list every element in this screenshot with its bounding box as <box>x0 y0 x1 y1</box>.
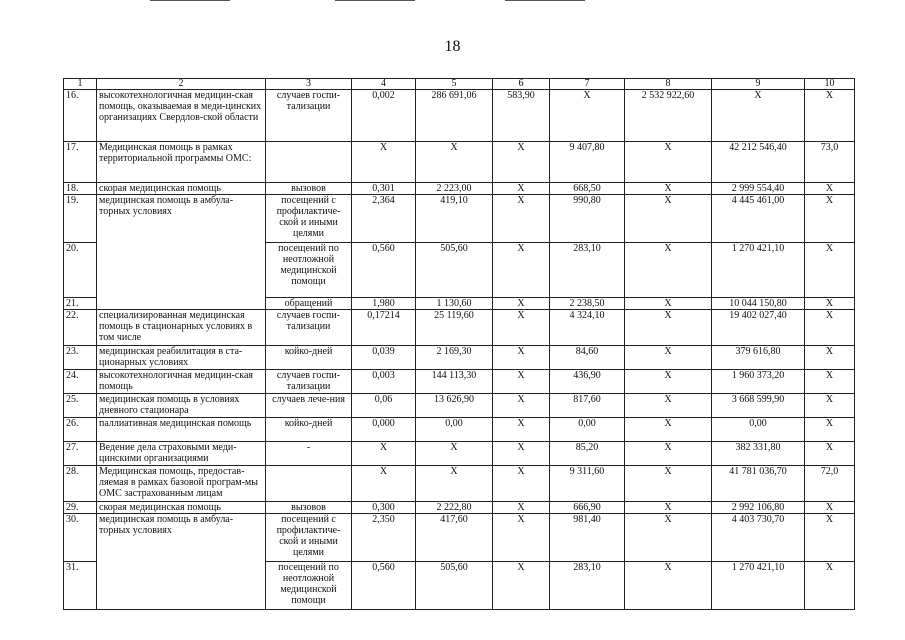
row-name: Медицинская помощь в рамках территориальной программы ОМС: <box>97 142 266 183</box>
value-cell: 85,20 <box>550 442 625 466</box>
value-cell: 668,50 <box>550 183 625 195</box>
value-cell: 4 324,10 <box>550 310 625 346</box>
value-cell: Х <box>625 514 712 562</box>
value-cell: Х <box>493 418 550 442</box>
value-cell: 666,90 <box>550 502 625 514</box>
unit-cell: вызовов <box>266 183 352 195</box>
table-row <box>64 195 855 243</box>
value-cell: Х <box>625 562 712 610</box>
value-cell: Х <box>493 298 550 310</box>
value-cell: 41 781 036,70 <box>712 466 805 502</box>
value-cell: Х <box>625 243 712 298</box>
value-cell: 379 616,80 <box>712 346 805 370</box>
value-cell: Х <box>493 562 550 610</box>
value-cell: 436,90 <box>550 370 625 394</box>
value-cell: 0,300 <box>352 502 416 514</box>
value-cell: Х <box>493 514 550 562</box>
value-cell: 42 212 546,40 <box>712 142 805 183</box>
value-cell: Х <box>625 370 712 394</box>
value-cell: Х <box>805 514 855 562</box>
table-row <box>64 90 855 142</box>
table-row <box>64 502 855 514</box>
value-cell: 1 130,60 <box>416 298 493 310</box>
value-cell: 382 331,80 <box>712 442 805 466</box>
value-cell: Х <box>805 90 855 142</box>
row-name: высокотехнологичная медицин-ская помощь, оказываемая в меди-цинских организациях Свердлов-ской области <box>97 90 266 142</box>
row-name: паллиативная медицинская помощь <box>97 418 266 442</box>
value-cell: 4 403 730,70 <box>712 514 805 562</box>
value-cell: 2 999 554,40 <box>712 183 805 195</box>
value-cell: Х <box>493 502 550 514</box>
row-number: 28. <box>64 466 97 502</box>
value-cell: Х <box>625 502 712 514</box>
value-cell: Х <box>416 466 493 502</box>
value-cell: 505,60 <box>416 243 493 298</box>
value-cell: Х <box>493 142 550 183</box>
value-cell: Х <box>805 310 855 346</box>
row-name: медицинская реабилитация в ста-ционарных условиях <box>97 346 266 370</box>
value-cell: 4 445 461,00 <box>712 195 805 243</box>
row-number: 31. <box>64 562 97 610</box>
value-cell: Х <box>805 195 855 243</box>
column-number-header: 5 <box>416 79 493 90</box>
value-cell: Х <box>625 310 712 346</box>
row-number: 22. <box>64 310 97 346</box>
value-cell: Х <box>493 183 550 195</box>
column-number-header: 4 <box>352 79 416 90</box>
row-name: медицинская помощь в амбула-торных условиях <box>97 195 266 310</box>
table-row <box>64 442 855 466</box>
value-cell: 84,60 <box>550 346 625 370</box>
value-cell: Х <box>352 442 416 466</box>
value-cell: Х <box>352 142 416 183</box>
value-cell: 13 626,90 <box>416 394 493 418</box>
value-cell: 0,00 <box>416 418 493 442</box>
value-cell: 2 532 922,60 <box>625 90 712 142</box>
value-cell: 0,560 <box>352 562 416 610</box>
value-cell: 990,80 <box>550 195 625 243</box>
row-number: 29. <box>64 502 97 514</box>
table-row <box>64 346 855 370</box>
unit-cell: посещений по неотложной медицинской помощи <box>266 562 352 610</box>
table-row <box>64 370 855 394</box>
value-cell: 2 222,80 <box>416 502 493 514</box>
value-cell: Х <box>805 418 855 442</box>
row-name: Ведение дела страховыми меди-цинскими организациями <box>97 442 266 466</box>
value-cell: 2 992 106,80 <box>712 502 805 514</box>
value-cell: 3 668 599,90 <box>712 394 805 418</box>
column-number-header: 7 <box>550 79 625 90</box>
value-cell: 283,10 <box>550 562 625 610</box>
value-cell: 19 402 027,40 <box>712 310 805 346</box>
table-row <box>64 466 855 502</box>
value-cell: 817,60 <box>550 394 625 418</box>
value-cell: 0,00 <box>550 418 625 442</box>
value-cell: 0,00 <box>712 418 805 442</box>
value-cell: 2 169,30 <box>416 346 493 370</box>
row-number: 25. <box>64 394 97 418</box>
column-number-header: 10 <box>805 79 855 90</box>
value-cell: Х <box>805 370 855 394</box>
value-cell: Х <box>625 142 712 183</box>
unit-cell: вызовов <box>266 502 352 514</box>
value-cell: Х <box>493 370 550 394</box>
value-cell: Х <box>493 195 550 243</box>
value-cell: 1 270 421,10 <box>712 243 805 298</box>
value-cell: Х <box>625 418 712 442</box>
value-cell: Х <box>352 466 416 502</box>
value-cell: Х <box>493 442 550 466</box>
value-cell: Х <box>416 442 493 466</box>
value-cell: 73,0 <box>805 142 855 183</box>
row-name: скорая медицинская помощь <box>97 183 266 195</box>
value-cell: 283,10 <box>550 243 625 298</box>
value-cell: Х <box>493 346 550 370</box>
value-cell: 72,0 <box>805 466 855 502</box>
row-number: 23. <box>64 346 97 370</box>
column-number-header: 1 <box>64 79 97 90</box>
value-cell: 0,039 <box>352 346 416 370</box>
value-cell: 2 238,50 <box>550 298 625 310</box>
row-number: 17. <box>64 142 97 183</box>
value-cell: 144 113,30 <box>416 370 493 394</box>
value-cell: Х <box>805 346 855 370</box>
value-cell: 25 119,60 <box>416 310 493 346</box>
unit-cell: обращений <box>266 298 352 310</box>
unit-cell <box>266 466 352 502</box>
unit-cell: посещений по неотложной медицинской помощи <box>266 243 352 298</box>
top-border-line <box>335 0 415 1</box>
value-cell: 419,10 <box>416 195 493 243</box>
value-cell: Х <box>493 243 550 298</box>
data-table <box>63 78 855 610</box>
value-cell: Х <box>805 442 855 466</box>
unit-cell: посещений с профилактиче-ской и иными целями <box>266 514 352 562</box>
row-number: 18. <box>64 183 97 195</box>
top-border-line <box>150 0 230 1</box>
value-cell: Х <box>805 183 855 195</box>
value-cell: 9 311,60 <box>550 466 625 502</box>
value-cell: 0,000 <box>352 418 416 442</box>
row-number: 26. <box>64 418 97 442</box>
value-cell: Х <box>416 142 493 183</box>
unit-cell: - <box>266 442 352 466</box>
unit-cell: посещений с профилактиче-ской и иными целями <box>266 195 352 243</box>
value-cell: 10 044 150,80 <box>712 298 805 310</box>
table-row <box>64 142 855 183</box>
value-cell: 9 407,80 <box>550 142 625 183</box>
unit-cell: случаев госпи-тализации <box>266 90 352 142</box>
row-number: 20. <box>64 243 97 298</box>
page-number: 18 <box>444 38 461 55</box>
value-cell: 417,60 <box>416 514 493 562</box>
value-cell: 505,60 <box>416 562 493 610</box>
column-number-header: 3 <box>266 79 352 90</box>
table-row <box>64 183 855 195</box>
value-cell: Х <box>493 394 550 418</box>
value-cell: 1 270 421,10 <box>712 562 805 610</box>
row-number: 30. <box>64 514 97 562</box>
value-cell: Х <box>712 90 805 142</box>
column-number-header: 6 <box>493 79 550 90</box>
unit-cell: случаев лече-ния <box>266 394 352 418</box>
table-row <box>64 310 855 346</box>
value-cell: Х <box>805 502 855 514</box>
value-cell: 583,90 <box>493 90 550 142</box>
row-number: 27. <box>64 442 97 466</box>
row-number: 19. <box>64 195 97 243</box>
value-cell: 0,06 <box>352 394 416 418</box>
unit-cell: койко-дней <box>266 418 352 442</box>
value-cell: Х <box>550 90 625 142</box>
column-number-header: 9 <box>712 79 805 90</box>
table-row <box>64 514 855 562</box>
value-cell: 0,003 <box>352 370 416 394</box>
header-row <box>64 79 855 90</box>
row-number: 24. <box>64 370 97 394</box>
top-border-line <box>505 0 585 1</box>
value-cell: Х <box>805 394 855 418</box>
value-cell: 2,350 <box>352 514 416 562</box>
value-cell: Х <box>625 298 712 310</box>
value-cell: 1 960 373,20 <box>712 370 805 394</box>
value-cell: 981,40 <box>550 514 625 562</box>
value-cell: Х <box>625 346 712 370</box>
value-cell: 0,002 <box>352 90 416 142</box>
value-cell: Х <box>805 298 855 310</box>
value-cell: 2,364 <box>352 195 416 243</box>
row-name: высокотехнологичная медицин-ская помощь <box>97 370 266 394</box>
row-name: Медицинская помощь, предостав-ляемая в рамках базовой програм-мы ОМС застрахованным лицам <box>97 466 266 502</box>
row-number: 16. <box>64 90 97 142</box>
unit-cell: койко-дней <box>266 346 352 370</box>
value-cell: Х <box>493 466 550 502</box>
row-number: 21. <box>64 298 97 310</box>
table-row <box>64 418 855 442</box>
value-cell: Х <box>625 394 712 418</box>
row-name: медицинская помощь в амбула-торных условиях <box>97 514 266 610</box>
value-cell: 0,17214 <box>352 310 416 346</box>
value-cell: 286 691,06 <box>416 90 493 142</box>
value-cell: Х <box>805 243 855 298</box>
value-cell: Х <box>625 442 712 466</box>
value-cell: Х <box>625 195 712 243</box>
column-number-header: 2 <box>97 79 266 90</box>
value-cell: Х <box>493 310 550 346</box>
table-row <box>64 394 855 418</box>
row-name: специализированная медицинская помощь в стационарных условиях в том числе <box>97 310 266 346</box>
value-cell: Х <box>805 562 855 610</box>
row-name: медицинская помощь в условиях дневного стационара <box>97 394 266 418</box>
value-cell: 0,560 <box>352 243 416 298</box>
column-number-header: 8 <box>625 79 712 90</box>
value-cell: 1,980 <box>352 298 416 310</box>
unit-cell: случаев госпи-тализации <box>266 310 352 346</box>
value-cell: Х <box>625 183 712 195</box>
unit-cell: случаев госпи-тализации <box>266 370 352 394</box>
row-name: скорая медицинская помощь <box>97 502 266 514</box>
value-cell: 2 223,00 <box>416 183 493 195</box>
unit-cell <box>266 142 352 183</box>
value-cell: Х <box>625 466 712 502</box>
value-cell: 0,301 <box>352 183 416 195</box>
